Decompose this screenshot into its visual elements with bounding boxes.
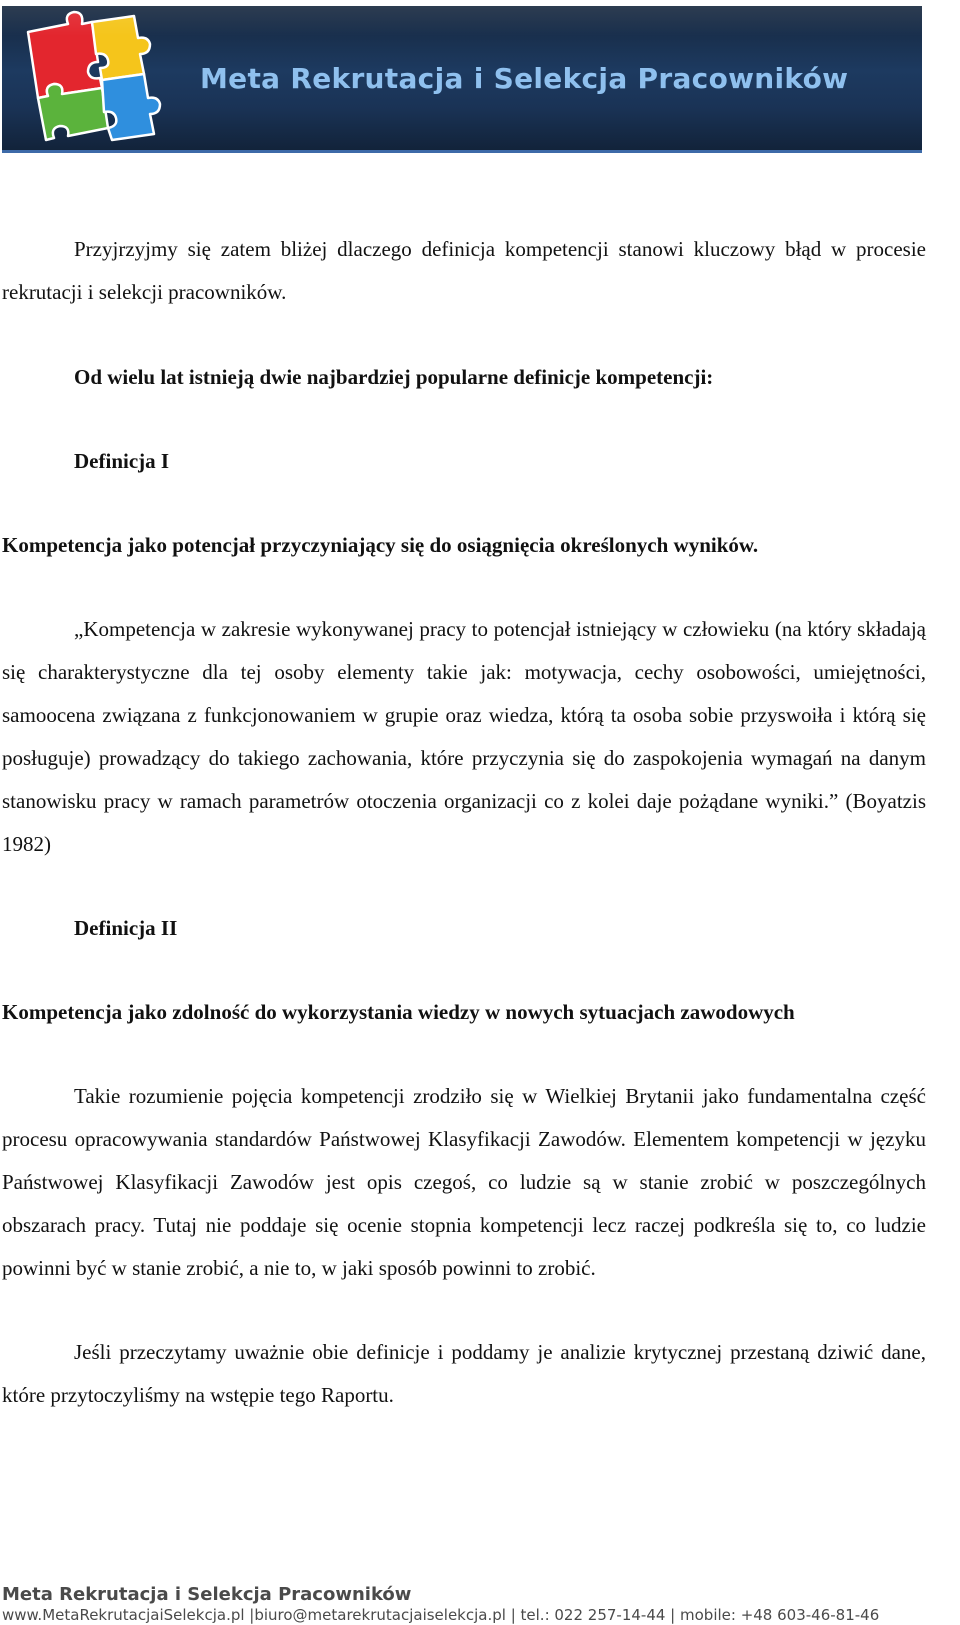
puzzle-logo-icon [16,10,166,146]
puzzle-piece-blue [102,74,160,140]
definition-2-title: Kompetencja jako zdolność do wykorzystania wiedzy w nowych sytuacjach zawodowych [2,1000,795,1024]
definition-1-quote: „Kompetencja w zakresie wykonywanej pracy to potencjał istniejący w człowieku (na który składają się charakterystyczne dla tej osoby elementy takie jak: motywacja, cechy osobowości, umiejętności, samoocena związana z funkcjonowaniem w grupie oraz wiedza, którą ta osoba sobie przyswoiła i którą się posługuje) prowadzący do takiego zachowania, które przyczynia się do zaspokojenia wymagań na danym stanowisku pracy w ramach parametrów otoczenia organizacji co z kolei daje pożądane wyniki.” (Boyatzis 1982) [2,617,926,856]
document-body [2,228,926,1417]
definition-1-title: Kompetencja jako potencjał przyczyniający się do osiągnięcia określonych wyników. [2,533,759,557]
puzzle-piece-yellow [92,16,150,80]
definition-1-label: Definicja I [74,449,170,473]
header-title: Meta Rekrutacja i Selekcja Pracowników [200,62,849,95]
definition-2-paragraph: Takie rozumienie pojęcia kompetencji zrodziło się w Wielkiej Brytanii jako fundamentalna część procesu opracowywania standardów Państwowej Klasyfikacji Zawodów. Elementem kompetencji w języku Państwowej Klasyfikacji Zawodów jest opis czegoś, co ludzie są w stanie zrobić w poszczególnych obszarach pracy. Tutaj nie poddaje się ocenie stopnia kompetencji lecz raczej podkreśla się to, co ludzie powinni być w stanie zrobić, a nie to, w jaki sposób powinni to zrobić. [2,1084,926,1280]
footer-title: Meta Rekrutacja i Selekcja Pracowników [2,1584,412,1605]
puzzle-piece-red [28,12,102,98]
page-footer [2,1584,942,1625]
closing-paragraph: Jeśli przeczytamy uważnie obie definicje i poddamy je analizie krytycznej przestaną dziwić dane, które przytoczyliśmy na wstępie tego Raportu. [2,1340,926,1407]
puzzle-piece-green [38,84,108,140]
intro-paragraph: Przyjrzyjmy się zatem bliżej dlaczego definicja kompetencji stanowi kluczowy błąd w procesie rekrutacji i selekcji pracowników. [2,237,926,304]
definition-2-label: Definicja II [74,916,178,940]
definitions-heading: Od wielu lat istnieją dwie najbardziej popularne definicje kompetencji: [74,365,714,389]
footer-contact: www.MetaRekrutacjaiSelekcja.pl |biuro@metarekrutacjaiselekcja.pl | tel.: 022 257-14-44 | mobile: +48 603-46-81-46 [2,1606,880,1624]
header-banner [2,6,922,153]
